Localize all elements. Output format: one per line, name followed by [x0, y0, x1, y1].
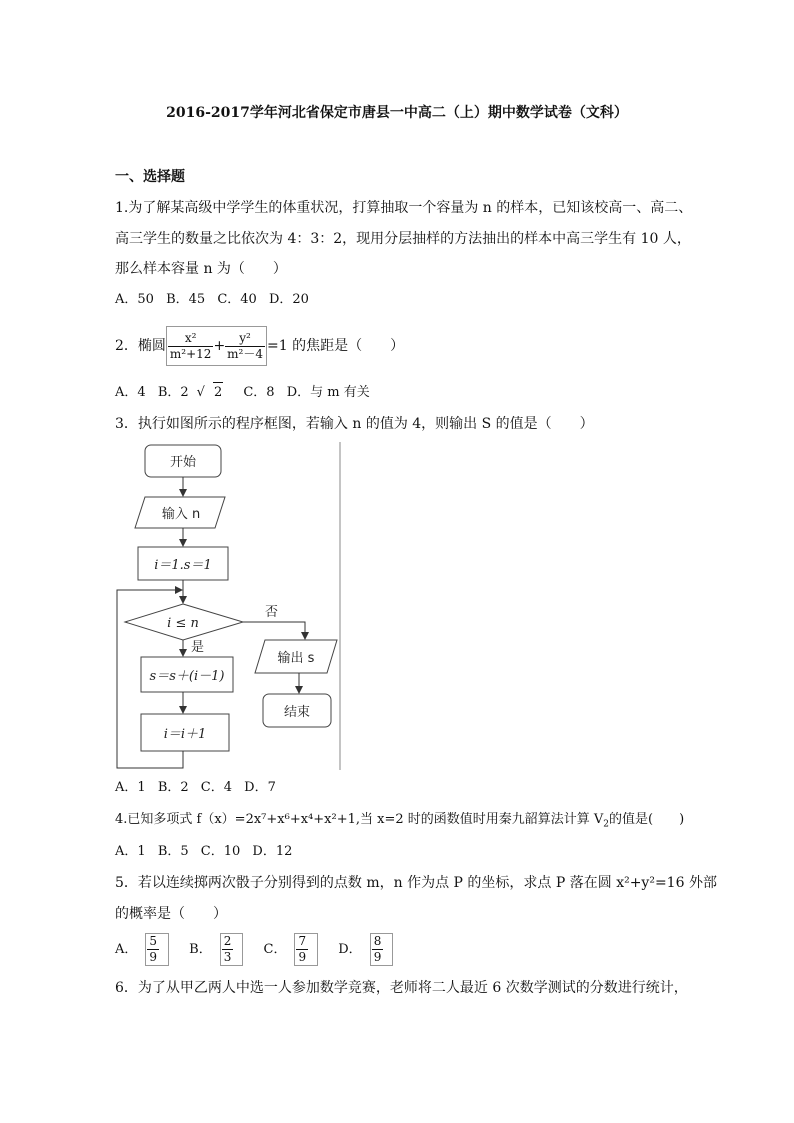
q3-options [115, 778, 284, 798]
flow-output-label: 输出 s [277, 651, 315, 666]
q6-line1: 6．为了从甲乙两人中选一人参加数学竞赛，老师将二人最近 6 次数学测试的分数进行统计， [115, 980, 688, 996]
q5-option-c-frac [294, 933, 318, 966]
q2-frac2 [225, 331, 265, 362]
flow-init-label: i＝1.s＝1 [154, 558, 212, 573]
exam-title: 2016-2017学年河北省保定市唐县一中高二（上）期中数学试卷（文科） [166, 105, 628, 121]
q2-frac2-den: m²－4 [227, 346, 263, 361]
q5-option-b-num: 2 [223, 934, 232, 948]
q5-option-b [189, 934, 251, 964]
section-heading: 一、选择题 [115, 169, 185, 185]
q2-option-a: A．4 [115, 385, 146, 400]
q2-suffix: =1 的焦距是（ ） [267, 338, 405, 354]
q1-option-a: A．50 [115, 292, 154, 307]
q5-option-b-label: B． [189, 942, 212, 957]
q5-line2: 的概率是（ ） [115, 906, 227, 922]
q2-option-b-radicand: 2 [213, 382, 223, 403]
q5-option-c-den: 9 [298, 950, 307, 964]
flow-no-arrow [243, 622, 305, 638]
q2-stem [115, 326, 404, 366]
q5-option-c-num: 7 [298, 934, 307, 948]
q3-option-c: C．4 [200, 780, 232, 795]
q5-option-a-den: 9 [149, 950, 158, 964]
q2-option-c: C．8 [243, 385, 275, 400]
flow-body-label: s＝s＋(i－1) [149, 669, 225, 684]
q5-option-d-frac [370, 933, 394, 966]
q5-option-d-label: D． [338, 942, 362, 957]
flow-start-label: 开始 [169, 455, 197, 470]
q4-stem-subscript: 2 [603, 819, 610, 830]
q2-option-b-coef: B．2 [157, 385, 189, 400]
q5-option-a [115, 934, 177, 964]
q2-option-b [158, 385, 231, 400]
q1-option-d: D．20 [268, 292, 309, 307]
sqrt-icon: √ [196, 385, 205, 400]
q4-options [115, 842, 300, 862]
q5-option-b-den: 3 [223, 950, 232, 964]
q5-option-a-label: A． [115, 942, 138, 957]
q5-option-c [263, 934, 327, 964]
q2-prefix: 2．椭圆 [115, 338, 166, 354]
q2-plus: + [213, 338, 226, 354]
flow-inc-label: i＝i＋1 [163, 727, 207, 742]
q1-option-b: B．45 [166, 292, 206, 307]
q1-line2: 高三学生的数量之比依次为 4：3：2，现用分层抽样的方法抽出的样本中高三学生有 10 人， [115, 231, 691, 247]
flow-input-label: 输入 n [161, 507, 201, 522]
q4-stem [115, 810, 684, 835]
flow-end-label: 结束 [283, 705, 311, 720]
flow-no-label: 否 [265, 605, 279, 620]
q3-stem: 3．执行如图所示的程序框图，若输入 n 的值为 4，则输出 S 的值是（ ） [115, 416, 594, 432]
q5-option-d-den: 9 [373, 950, 382, 964]
q4-stem-main: 4.已知多项式 f（x）=2x⁷+x⁶+x⁴+x²+1,当 x=2 时的函数值时用秦九韶算法计算 V [115, 812, 604, 827]
q4-option-b: B．5 [157, 844, 189, 859]
q2-frac1 [168, 331, 214, 362]
q4-option-d: D．12 [252, 844, 293, 859]
flow-yes-label: 是 [191, 640, 205, 655]
q1-line3: 那么样本容量 n 为（ ） [115, 261, 287, 277]
q1-line1: 1.为了解某高级中学学生的体重状况，打算抽取一个容量为 n 的样本，已知该校高一、高二、 [115, 200, 693, 216]
q2-options [115, 382, 378, 403]
flow-decision-label: i ≤ n [167, 616, 199, 631]
q3-option-b: B．2 [157, 780, 189, 795]
q5-option-a-num: 5 [149, 934, 158, 948]
q5-option-d [338, 934, 401, 964]
q1-option-c: C．40 [217, 292, 257, 307]
q2-frac1-num: x² [168, 331, 214, 347]
q3-option-d: D．7 [244, 780, 276, 795]
q4-option-a: A．1 [115, 844, 146, 859]
q4-option-c: C．10 [200, 844, 241, 859]
q2-frac1-den: m²+12 [169, 346, 212, 361]
q5-option-c-label: C． [263, 942, 287, 957]
q2-equation [166, 326, 267, 366]
q5-option-a-frac [145, 933, 169, 966]
q5-option-d-num: 8 [373, 934, 382, 948]
q5-options [115, 932, 409, 968]
q1-options [115, 290, 317, 310]
q2-option-d: D．与 m 有关 [286, 385, 370, 400]
q3-option-a: A．1 [115, 780, 146, 795]
q2-frac2-num: y² [225, 331, 265, 347]
q5-line1: 5．若以连续掷两次骰子分别得到的点数 m，n 作为点 P 的坐标，求点 P 落在圆 x²+y²=16 外部 [115, 875, 717, 891]
q5-option-b-frac [220, 933, 244, 966]
flowchart [115, 440, 347, 772]
q4-stem-tail: 的值是( ) [609, 812, 685, 827]
